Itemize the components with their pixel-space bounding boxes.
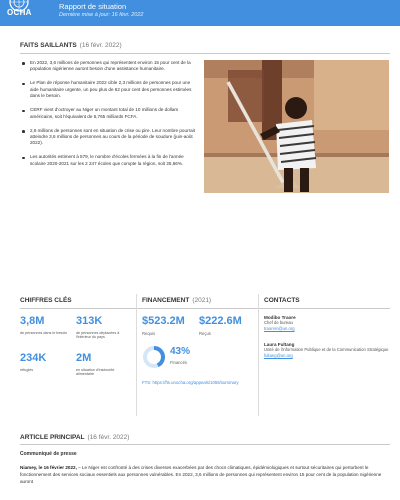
article-body [20, 464, 388, 486]
divider [20, 308, 390, 309]
highlights-heading: FAITS SAILLANTS (16 févr. 2022) [20, 42, 122, 49]
last-update: Dernière mise à jour: 16 févr. 2022 [59, 12, 144, 18]
report-header [0, 0, 400, 26]
contact-email-link[interactable]: traorem@un.org [264, 325, 295, 331]
highlight-item: Le Plan de réponse humanitaire 2022 cible 2,3 millions de personnes pour une aide humanitaire urgente, un peu plus de 62 pour cent des personnes estimées dans le besoin. [20, 80, 195, 99]
contact-card [264, 315, 390, 331]
report-title: Rapport de situation [59, 2, 127, 11]
divider [20, 53, 390, 54]
article-lead: Niamey, le 16 février 2022, [20, 465, 77, 470]
child-sweeping-photo [204, 60, 389, 193]
funding-required-value: $523.2M [142, 315, 185, 327]
key-figure-value: 313K [76, 315, 103, 327]
key-figure-value: 2M [76, 352, 92, 364]
funding-heading: FINANCEMENT (2021) [142, 297, 212, 304]
key-figure-label: en situation d'insécurité alimentaire [76, 368, 115, 377]
funding-percent-value: 43% [170, 346, 191, 357]
funding-percent-label: Financés [170, 360, 187, 365]
key-figure-value: 3,8M [20, 315, 45, 327]
highlight-item: 2,6 millions de personnes sont en situation de crise ou pire. Leur nombre pourrait atteindre 3,6 millions de personnes au cours de la période de soudure (juin-août 2022). [20, 128, 195, 147]
key-figure-label: de personnes déplacées à l'intérieur du pays [76, 331, 120, 340]
contact-email-link[interactable]: fultang@un.org [264, 352, 293, 358]
contact-name: Laura Fultang [264, 342, 295, 347]
contacts-heading: CONTACTS [264, 297, 300, 304]
highlight-item: En 2022, 3,6 millions de personnes qui représentent environ 15 pour cent de la population nigérienne auront besoin d'une assistance humanitaire. [20, 60, 195, 73]
funding-received-value: $222.6M [199, 315, 242, 327]
column-divider [136, 294, 137, 416]
funding-donut-chart [142, 345, 166, 369]
key-figure-label: réfugiés [20, 368, 34, 372]
contact-name: Modibo Traore [264, 315, 296, 320]
highlights-list [20, 60, 195, 175]
column-divider [258, 294, 259, 416]
key-figure-label: de personnes dans le besoin [20, 331, 68, 335]
main-article-heading: ARTICLE PRINCIPAL (16 févr. 2022) [20, 434, 130, 441]
highlight-item: Les autorités estiment à 579, le nombre d'écoles fermées à la fin de l'année scolaire 2020-2021 sur les 2 247 écoles que compte la région, soit 25,66%. [20, 154, 195, 167]
funding-required-label: Requis [142, 331, 156, 336]
article-text: – Le Niger est confronté à des crises diverses exacerbées par des chocs climatiques, épidémiologiques et surtout sécuritaires qui perturbent le fonctionnement des services sociaux essentiels aux personnes vulnérables. En 2022, 3,6 millions de personnes qui représentent environ 15 pour cent de la population nigérienne auront [20, 465, 382, 485]
divider [20, 444, 390, 445]
fts-link[interactable]: FTS: https://fts.unocha.org/appeals/1055/summary [142, 380, 239, 385]
contact-role: Unité de l'information Publique et de la Communication Stratégique [264, 347, 389, 353]
highlight-item: CERF vient d'octroyer au Niger un montant total de 10 millions de dollars américains, soit l'équivalent de 5,765 milliards FCFA. [20, 107, 195, 120]
ocha-logo-text: OCHA [7, 8, 32, 17]
key-figures-heading: CHIFFRES CLÉS [20, 297, 72, 304]
press-release-label: Communiqué de presse [20, 451, 77, 457]
funding-received-label: Reçus [199, 331, 211, 336]
key-figure-value: 234K [20, 352, 47, 364]
contact-role: Chef de bureau [264, 320, 293, 326]
contact-card [264, 342, 390, 358]
